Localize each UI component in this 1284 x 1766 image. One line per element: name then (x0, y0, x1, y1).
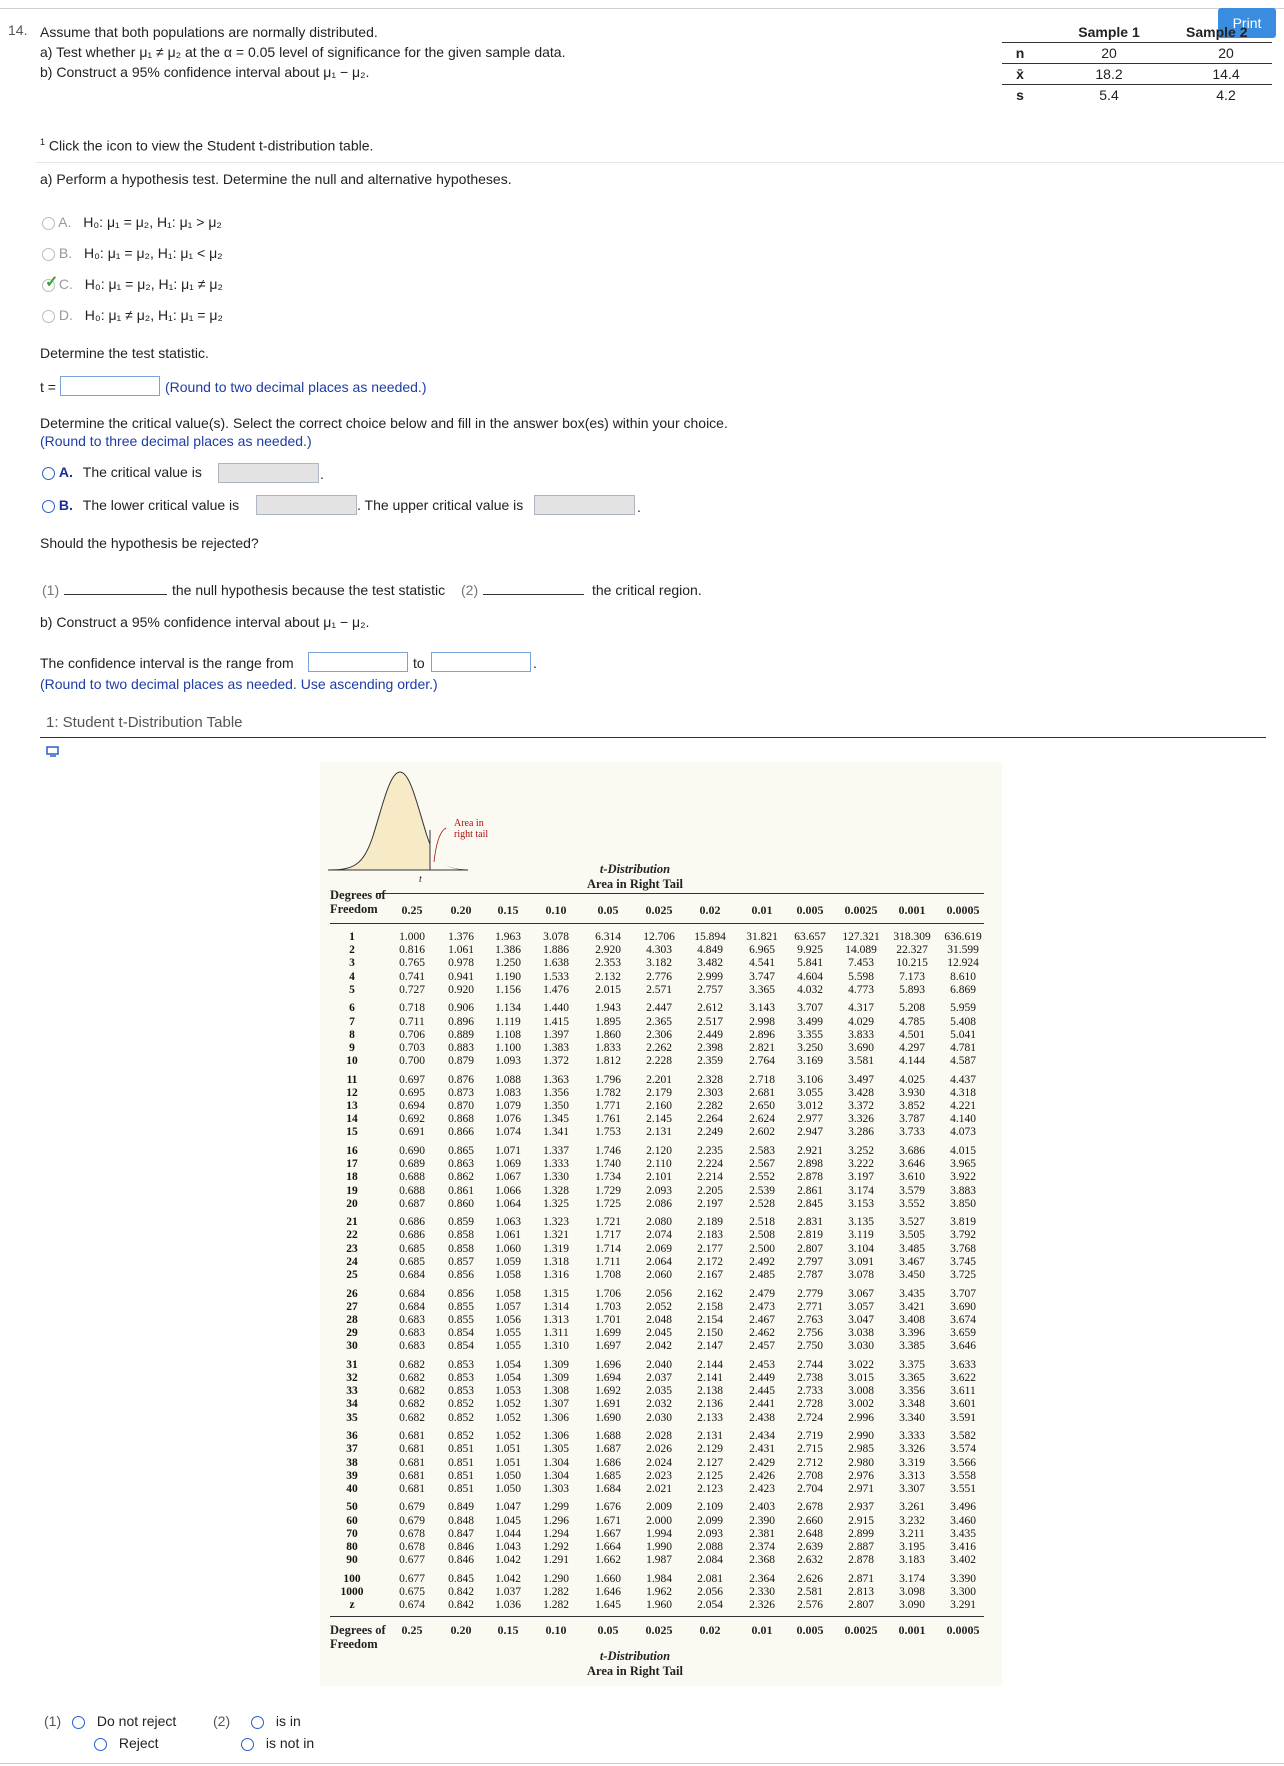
values-group-0-col-3: 3.078 1.886 1.638 1.533 1.476 (543, 931, 569, 996)
values-group-1-col-11: 5.959 5.408 5.041 4.781 4.587 (950, 1002, 976, 1068)
values-group-3-col-1: 0.865 0.863 0.862 0.861 0.860 (448, 1144, 474, 1210)
values-group-4-col-11: 3.819 3.792 3.768 3.745 3.725 (950, 1216, 976, 1281)
area-header-0.02: 0.02 (699, 903, 721, 917)
values-group-2-col-6: 2.328 2.303 2.282 2.264 2.249 (697, 1073, 723, 1139)
values-group-0-col-0: 1.000 0.816 0.765 0.741 0.727 (399, 931, 425, 996)
values-group-0-col-6: 15.894 4.849 3.482 2.999 2.757 (694, 931, 726, 996)
values-group-5-col-1: 0.856 0.855 0.855 0.854 0.854 (448, 1287, 474, 1353)
values-group-6-col-7: 2.453 2.449 2.445 2.441 2.438 (749, 1358, 775, 1424)
values-group-1-col-6: 2.612 2.517 2.449 2.398 2.359 (697, 1002, 723, 1068)
ttable-heading: 1: Student t-Distribution Table (46, 714, 243, 731)
values-group-1-col-7: 3.143 2.998 2.896 2.821 2.764 (749, 1002, 775, 1068)
values-group-8-col-6: 2.109 2.099 2.093 2.088 2.084 (697, 1501, 723, 1567)
df-group-9: 100 1000 z (340, 1572, 364, 1612)
upper-critical-input[interactable] (534, 495, 635, 515)
col-sample-2: Sample 2 (1186, 24, 1248, 40)
area-header-0.10: 0.10 (545, 1623, 567, 1637)
values-group-5-col-2: 1.058 1.057 1.056 1.055 1.055 (495, 1287, 521, 1353)
values-group-3-col-4: 1.746 1.740 1.734 1.729 1.725 (595, 1144, 621, 1210)
df-group-4: 21 22 23 24 25 (346, 1216, 358, 1281)
col-sample-1: Sample 1 (1078, 24, 1140, 40)
values-group-8-col-8: 2.678 2.660 2.648 2.639 2.632 (797, 1501, 823, 1567)
part-b-title: b) Construct a 95% confidence interval about μ₁ − μ₂. (40, 614, 370, 630)
values-group-1-col-5: 2.447 2.365 2.306 2.262 2.228 (646, 1002, 672, 1068)
reject-end-text: the critical region. (592, 582, 702, 598)
option-d[interactable]: D. H₀: μ₁ ≠ μ₂, H₁: μ₁ = μ₂ (42, 307, 223, 323)
values-group-0-col-1: 1.376 1.061 0.978 0.941 0.920 (448, 931, 474, 996)
values-group-4-col-9: 3.135 3.119 3.104 3.091 3.078 (848, 1216, 874, 1281)
values-group-2-col-0: 0.697 0.695 0.694 0.692 0.691 (399, 1073, 425, 1139)
values-group-9-col-11: 3.390 3.300 3.291 (950, 1572, 976, 1612)
df-group-8: 50 60 70 80 90 (346, 1501, 358, 1567)
values-group-9-col-9: 2.871 2.813 2.807 (848, 1572, 874, 1612)
values-group-2-col-2: 1.088 1.083 1.079 1.076 1.074 (495, 1073, 521, 1139)
area-header-0.001: 0.001 (898, 1623, 926, 1637)
print-button[interactable]: Print (1218, 8, 1276, 38)
df-header-top: Degrees of Freedom (330, 888, 386, 916)
values-group-8-col-2: 1.047 1.045 1.044 1.043 1.042 (495, 1501, 521, 1567)
t-distribution-table: Area in right tail t t-Distribution Area in Right Tail Degrees of Freedom 0.25 0.20 0.15 0.10 0.05 0.025 0.02 0.01 0.005 0.0025 0.001 0.0005 1 2 3 4 5 1.000 0.816 0.765 0.741 0.727 1.376 1.061 0.978 0.941 0.920 1.963 1.386 1.250 1.190 1.156 3.078 1.886 1.638 1.533 1.476 6.314 2.920 2.353 2.132 2.015 12.706 4.303 3.182 2.776 2.571 15.894 4.849 3.482 2.999 2.757 31.821 6.965 4.541 3.747 3.365 63.657 9.925 5.841 4.604 4.032 127.321 14.089 7.453 5.598 4.773 318.309 22.327 10.215 7.173 5.893 636.619 31.599 12.924 8.610 6.869 6 7 8 9 10 0.718 0.711 0.706 0.703 0.700 0.906 0.896 0.889 0.883 0.879 1.134 1.119 1.108 1.100 1.093 1.440 1.415 1.397 1.383 1.372 1.943 1.895 1.860 1.833 1.812 2.447 2.365 2.306 2.262 2.228 2.612 2.517 2.449 2.398 2.359 3.143 2.998 2.896 2.821 2.764 3.707 3.499 3.355 3.250 3.169 4.317 4.029 3.833 3.690 3.581 5.208 4.785 4.501 4.297 4.144 5.959 5.408 5.041 4.781 4.587 11 12 13 14 15 0.697 0.695 0.694 0.692 0.691 0.876 0.873 0.870 0.868 0.866 1.088 1.083 1.079 1.076 1.074 1.363 1.356 1.350 1.345 1.341 1.796 1.782 1.771 1.761 1.753 2.201 2.179 2.160 2.145 2.131 2.328 2.303 2.282 2.264 2.249 2.718 2.681 2.650 2.624 2.602 3.106 3.055 3.012 2.977 2.947 3.497 3.428 3.372 3.326 3.286 4.025 3.930 3.852 3.787 3.733 4.437 4.318 4.221 4.140 4.073 16 17 18 19 20 0.690 0.689 0.688 0.688 0.687 0.865 0.863 0.862 0.861 0.860 1.071 1.069 1.067 1.066 1.064 1.337 1.333 1.330 1.328 1.325 1.746 1.740 1.734 1.729 1.725 2.120 2.110 2.101 2.093 2.086 2.235 2.224 2.214 2.205 2.197 2.583 2.567 2.552 2.539 2.528 2.921 2.898 2.878 2.861 2.845 3.252 3.222 3.197 3.174 3.153 3.686 3.646 3.610 3.579 3.552 4.015 3.965 3.922 3.883 3.850 21 22 23 24 25 0.686 0.686 0.685 0.685 0.684 0.859 0.858 0.858 0.857 0.856 1.063 1.061 1.060 1.059 1.058 1.323 1.321 1.319 1.318 1.316 1.721 1.717 1.714 1.711 1.708 2.080 2.074 2.069 2.064 2.060 2.189 2.183 2.177 2.172 2.167 2.518 2.508 2.500 2.492 2.485 2.831 2.819 2.807 2.797 2.787 3.135 3.119 3.104 3.091 3.078 3.527 3.505 3.485 3.467 3.450 3.819 3.792 3.768 3.745 3.725 26 27 28 29 30 0.684 0.684 0.683 0.683 0.683 0.856 0.855 0.855 0.854 0.854 1.058 1.057 1.056 1.055 1.055 1.315 1.314 1.313 1.311 1.310 1.706 1.703 1.701 1.699 1.697 2.056 2.052 2.048 2.045 2.042 2.162 2.158 2.154 2.150 2.147 2.479 2.473 2.467 2.462 2.457 2.779 2.771 2.763 2.756 2.750 3.067 3.057 3.047 3.038 3.030 3.435 3.421 3.408 3.396 3.385 3.707 3.690 3.674 3.659 3.646 31 32 33 34 35 0.682 0.682 0.682 0.682 0.682 0.853 0.853 0.853 0.852 0.852 1.054 1.054 1.053 1.052 1.052 1.309 1.309 1.308 1.307 1.306 1.696 1.694 1.692 1.691 1.690 2.040 2.037 2.035 2.032 2.030 2.144 2.141 2.138 2.136 2.133 2.453 2.449 2.445 2.441 2.438 2.744 2.738 2.733 2.728 2.724 3.022 3.015 3.008 3.002 2.996 3.375 3.365 3.356 3.348 3.340 3.633 3.622 3.611 3.601 3.591 36 37 38 39 40 0.681 0.681 0.681 0.681 0.681 0.852 0.851 0.851 0.851 0.851 1.052 1.051 1.051 1.050 1.050 1.306 1.305 1.304 1.304 1.303 1.688 1.687 1.686 1.685 1.684 2.028 2.026 2.024 2.023 2.021 2.131 2.129 2.127 2.125 2.123 2.434 2.431 2.429 2.426 2.423 2.719 2.715 2.712 2.708 2.704 2.990 2.985 2.980 2.976 2.971 3.333 3.326 3.319 3.313 3.307 3.582 3.574 3.566 3.558 3.551 50 60 70 80 90 0.679 0.679 0.678 0.678 0.677 0.849 0.848 0.847 0.846 0.846 1.047 1.045 1.044 1.043 1.042 1.299 1.296 1.294 1.292 1.291 1.676 1.671 1.667 1.664 1.662 2.009 2.000 1.994 1.990 1.987 2.109 2.099 2.093 2.088 2.084 2.403 2.390 2.381 2.374 2.368 2.678 2.660 2.648 2.639 2.632 2.937 2.915 2.899 2.887 2.878 3.261 3.232 3.211 3.195 3.183 3.496 3.460 3.435 3.416 3.402 100 1000 z 0.677 0.675 0.674 0.845 0.842 0.842 1.042 1.037 1.036 1.290 1.282 1.282 1.660 1.646 1.645 1.984 1.962 1.960 2.081 2.056 2.054 2.364 2.330 2.326 2.626 2.581 2.576 2.871 2.813 2.807 3.174 3.098 3.090 3.390 3.300 3.291 Degrees of Freedom 0.25 0.20 0.15 0.10 0.05 0.025 0.02 0.01 0.005 0.0025 0.001 0.0005 t-Distribution Area in Right Tail (320, 762, 1002, 1686)
top-divider (0, 8, 1284, 9)
radio-c-selected[interactable] (42, 273, 59, 292)
values-group-3-col-10: 3.686 3.646 3.610 3.579 3.552 (899, 1144, 925, 1210)
footnote[interactable]: $^1$ Click the icon to view the Student t-distribution table. (40, 137, 374, 154)
values-group-6-col-2: 1.054 1.054 1.053 1.052 1.052 (495, 1358, 521, 1424)
values-group-0-col-10: 318.309 22.327 10.215 7.173 5.893 (893, 931, 931, 996)
values-group-0-col-11: 636.619 31.599 12.924 8.610 6.869 (944, 931, 982, 996)
critical-hint: (Round to three decimal places as needed.) (40, 433, 312, 449)
values-group-4-col-1: 0.859 0.858 0.858 0.857 0.856 (448, 1216, 474, 1281)
area-header-0.01: 0.01 (751, 1623, 773, 1637)
area-header-0.025: 0.025 (645, 903, 673, 917)
area-header-0.025: 0.025 (645, 1623, 673, 1637)
values-group-0-col-8: 63.657 9.925 5.841 4.604 4.032 (794, 931, 826, 996)
values-group-7-col-4: 1.688 1.687 1.686 1.685 1.684 (595, 1430, 621, 1495)
values-group-9-col-7: 2.364 2.330 2.326 (749, 1572, 775, 1612)
values-group-4-col-2: 1.063 1.061 1.060 1.059 1.058 (495, 1216, 521, 1281)
values-group-5-col-0: 0.684 0.684 0.683 0.683 0.683 (399, 1287, 425, 1353)
values-group-7-col-9: 2.990 2.985 2.980 2.976 2.971 (848, 1430, 874, 1495)
area-header-0.0025: 0.0025 (844, 1623, 878, 1637)
df-header-bottom: Degrees of Freedom (330, 1623, 386, 1651)
values-group-4-col-10: 3.527 3.505 3.485 3.467 3.450 (899, 1216, 925, 1281)
values-group-9-col-4: 1.660 1.646 1.645 (595, 1572, 621, 1612)
values-group-6-col-0: 0.682 0.682 0.682 0.682 0.682 (399, 1358, 425, 1424)
values-group-5-col-9: 3.067 3.057 3.047 3.038 3.030 (848, 1287, 874, 1353)
values-group-6-col-11: 3.633 3.622 3.611 3.601 3.591 (950, 1358, 976, 1424)
question-text (40, 22, 565, 82)
values-group-5-col-10: 3.435 3.421 3.408 3.396 3.385 (899, 1287, 925, 1353)
values-group-7-col-3: 1.306 1.305 1.304 1.304 1.303 (543, 1430, 569, 1495)
critical-value-input[interactable] (218, 463, 319, 483)
values-group-1-col-9: 4.317 4.029 3.833 3.690 3.581 (848, 1002, 874, 1068)
values-group-8-col-11: 3.496 3.460 3.435 3.416 3.402 (950, 1501, 976, 1567)
area-header-0.0025: 0.0025 (844, 903, 878, 917)
values-group-1-col-4: 1.943 1.895 1.860 1.833 1.812 (595, 1002, 621, 1068)
values-group-7-col-1: 0.852 0.851 0.851 0.851 0.851 (448, 1430, 474, 1495)
values-group-1-col-8: 3.707 3.499 3.355 3.250 3.169 (797, 1002, 823, 1068)
radio-d[interactable] (42, 310, 55, 323)
values-group-9-col-0: 0.677 0.675 0.674 (399, 1572, 425, 1612)
table-row: s 5.4 4.2 (1002, 85, 1272, 106)
area-header-0.20: 0.20 (450, 903, 472, 917)
opt-reject[interactable]: Reject (94, 1735, 159, 1751)
values-group-7-col-0: 0.681 0.681 0.681 0.681 0.681 (399, 1430, 425, 1495)
minimize-icon[interactable] (46, 745, 60, 761)
values-group-9-col-10: 3.174 3.098 3.090 (899, 1572, 925, 1612)
dropdown-blank-2[interactable] (483, 594, 584, 595)
values-group-8-col-5: 2.009 2.000 1.994 1.990 1.987 (646, 1501, 672, 1567)
area-header-0.05: 0.05 (597, 1623, 619, 1637)
df-group-5: 26 27 28 29 30 (346, 1287, 358, 1353)
area-header-0.25: 0.25 (401, 1623, 423, 1637)
values-group-2-col-10: 4.025 3.930 3.852 3.787 3.733 (899, 1073, 925, 1139)
dropdown-blank-1[interactable] (64, 594, 167, 595)
values-group-7-col-8: 2.719 2.715 2.712 2.708 2.704 (797, 1430, 823, 1495)
values-group-6-col-9: 3.022 3.015 3.008 3.002 2.996 (848, 1358, 874, 1424)
values-group-9-col-3: 1.290 1.282 1.282 (543, 1572, 569, 1612)
values-group-4-col-3: 1.323 1.321 1.319 1.318 1.316 (543, 1216, 569, 1281)
values-group-7-col-6: 2.131 2.129 2.127 2.125 2.123 (697, 1430, 723, 1495)
ttable-title-bottom: t-Distribution Area in Right Tail (587, 1649, 683, 1678)
values-group-6-col-4: 1.696 1.694 1.692 1.691 1.690 (595, 1358, 621, 1424)
values-group-4-col-4: 1.721 1.717 1.714 1.711 1.708 (595, 1216, 621, 1281)
ci-hint: (Round to two decimal places as needed. Use ascending order.) (40, 676, 438, 692)
df-group-7: 36 37 38 39 40 (346, 1430, 358, 1495)
values-group-5-col-3: 1.315 1.314 1.313 1.311 1.310 (543, 1287, 569, 1353)
lower-critical-input[interactable] (256, 495, 357, 515)
values-group-6-col-3: 1.309 1.309 1.308 1.307 1.306 (543, 1358, 569, 1424)
part-a-title: a) Perform a hypothesis test. Determine the null and alternative hypotheses. (40, 171, 512, 187)
question-line-3: b) Construct a 95% confidence interval about μ₁ − μ₂. (40, 64, 370, 80)
values-group-3-col-9: 3.252 3.222 3.197 3.174 3.153 (848, 1144, 874, 1210)
area-header-0.0005: 0.0005 (946, 903, 980, 917)
values-group-9-col-5: 1.984 1.962 1.960 (646, 1572, 672, 1612)
critical-prompt: Determine the critical value(s). Select the correct choice below and fill in the answer box(es) within your choice. (40, 415, 728, 431)
test-stat-prompt: Determine the test statistic. (40, 345, 209, 361)
values-group-1-col-3: 1.440 1.415 1.397 1.383 1.372 (543, 1002, 569, 1068)
area-header-0.15: 0.15 (497, 903, 519, 917)
values-group-2-col-7: 2.718 2.681 2.650 2.624 2.602 (749, 1073, 775, 1139)
radio-b[interactable] (42, 248, 55, 261)
t-stat-input[interactable] (60, 376, 160, 396)
values-group-8-col-0: 0.679 0.679 0.678 0.678 0.677 (399, 1501, 425, 1567)
values-group-2-col-8: 3.106 3.055 3.012 2.977 2.947 (797, 1073, 823, 1139)
values-group-0-col-4: 6.314 2.920 2.353 2.132 2.015 (595, 931, 621, 996)
values-group-5-col-7: 2.479 2.473 2.467 2.462 2.457 (749, 1287, 775, 1353)
df-group-2: 11 12 13 14 15 (346, 1073, 358, 1139)
area-header-0.25: 0.25 (401, 903, 423, 917)
area-header-0.01: 0.01 (751, 903, 773, 917)
ci-text: The confidence interval is the range from (40, 655, 294, 671)
values-group-3-col-2: 1.071 1.069 1.067 1.066 1.064 (495, 1144, 521, 1210)
area-header-0.20: 0.20 (450, 1623, 472, 1637)
values-group-5-col-6: 2.162 2.158 2.154 2.150 2.147 (697, 1287, 723, 1353)
values-group-6-col-8: 2.744 2.738 2.733 2.728 2.724 (797, 1358, 823, 1424)
values-group-7-col-10: 3.333 3.326 3.319 3.313 3.307 (899, 1430, 925, 1495)
values-group-6-col-10: 3.375 3.365 3.356 3.348 3.340 (899, 1358, 925, 1424)
values-group-5-col-5: 2.056 2.052 2.048 2.045 2.042 (646, 1287, 672, 1353)
values-group-5-col-4: 1.706 1.703 1.701 1.699 1.697 (595, 1287, 621, 1353)
values-group-1-col-2: 1.134 1.119 1.108 1.100 1.093 (495, 1002, 521, 1068)
values-group-0-col-2: 1.963 1.386 1.250 1.190 1.156 (495, 931, 521, 996)
values-group-8-col-10: 3.261 3.232 3.211 3.195 3.183 (899, 1501, 925, 1567)
values-group-2-col-1: 0.876 0.873 0.870 0.868 0.866 (448, 1073, 474, 1139)
values-group-8-col-3: 1.299 1.296 1.294 1.292 1.291 (543, 1501, 569, 1567)
values-group-0-col-9: 127.321 14.089 7.453 5.598 4.773 (842, 931, 880, 996)
values-group-8-col-9: 2.937 2.915 2.899 2.887 2.878 (848, 1501, 874, 1567)
values-group-4-col-0: 0.686 0.686 0.685 0.685 0.684 (399, 1216, 425, 1281)
question-line-2: a) Test whether μ₁ ≠ μ₂ at the α = 0.05 level of significance for the given sample data. (40, 44, 566, 60)
area-header-0.05: 0.05 (597, 903, 619, 917)
values-group-9-col-1: 0.845 0.842 0.842 (448, 1572, 474, 1612)
values-group-8-col-4: 1.676 1.671 1.667 1.664 1.662 (595, 1501, 621, 1567)
section-divider (36, 162, 1284, 163)
df-group-1: 6 7 8 9 10 (346, 1002, 358, 1068)
values-group-1-col-0: 0.718 0.711 0.706 0.703 0.700 (399, 1002, 425, 1068)
values-group-8-col-7: 2.403 2.390 2.381 2.374 2.368 (749, 1501, 775, 1567)
opt-is-in[interactable]: is in (251, 1713, 301, 1729)
df-group-6: 31 32 33 34 35 (346, 1358, 358, 1424)
area-header-0.0005: 0.0005 (946, 1623, 980, 1637)
values-group-1-col-1: 0.906 0.896 0.889 0.883 0.879 (448, 1002, 474, 1068)
radio-a[interactable] (42, 217, 55, 230)
values-group-7-col-5: 2.028 2.026 2.024 2.023 2.021 (646, 1430, 672, 1495)
values-group-3-col-8: 2.921 2.898 2.878 2.861 2.845 (797, 1144, 823, 1210)
values-group-3-col-5: 2.120 2.110 2.101 2.093 2.086 (646, 1144, 672, 1210)
crit-option-a[interactable]: A. The critical value is (42, 464, 202, 480)
radio-crit-a[interactable] (42, 467, 55, 480)
values-group-6-col-1: 0.853 0.853 0.853 0.852 0.852 (448, 1358, 474, 1424)
sample-data-table (1002, 22, 1272, 105)
checkmark-icon: ✓ (45, 273, 59, 291)
ci-upper-input[interactable] (431, 652, 531, 672)
values-group-3-col-6: 2.235 2.224 2.214 2.205 2.197 (697, 1144, 723, 1210)
tail-curve-icon (328, 766, 468, 886)
values-group-0-col-5: 12.706 4.303 3.182 2.776 2.571 (643, 931, 675, 996)
values-group-2-col-9: 3.497 3.428 3.372 3.326 3.286 (848, 1073, 874, 1139)
values-group-9-col-8: 2.626 2.581 2.576 (797, 1572, 823, 1612)
area-header-0.02: 0.02 (699, 1623, 721, 1637)
values-group-2-col-5: 2.201 2.179 2.160 2.145 2.131 (646, 1073, 672, 1139)
table-row: x̄ 18.2 14.4 (1002, 64, 1272, 85)
values-group-4-col-6: 2.189 2.183 2.177 2.172 2.167 (697, 1216, 723, 1281)
values-group-4-col-7: 2.518 2.508 2.500 2.492 2.485 (749, 1216, 775, 1281)
values-group-6-col-5: 2.040 2.037 2.035 2.032 2.030 (646, 1358, 672, 1424)
values-group-7-col-2: 1.052 1.051 1.051 1.050 1.050 (495, 1430, 521, 1495)
t-label: t = (40, 379, 56, 395)
opt-is-not-in[interactable]: is not in (241, 1735, 314, 1751)
values-group-7-col-11: 3.582 3.574 3.566 3.558 3.551 (950, 1430, 976, 1495)
option-a[interactable]: A. H₀: μ₁ = μ₂, H₁: μ₁ > μ₂ (42, 214, 222, 230)
df-group-3: 16 17 18 19 20 (346, 1144, 358, 1210)
values-group-3-col-7: 2.583 2.567 2.552 2.539 2.528 (749, 1144, 775, 1210)
reject-prompt: Should the hypothesis be rejected? (40, 535, 259, 551)
ttable-title-top: t-Distribution Area in Right Tail (587, 862, 683, 891)
area-header-0.001: 0.001 (898, 903, 926, 917)
option-b[interactable]: B. H₀: μ₁ = μ₂, H₁: μ₁ < μ₂ (42, 245, 223, 261)
question-line-1: Assume that both populations are normally distributed. (40, 24, 378, 40)
values-group-7-col-7: 2.434 2.431 2.429 2.426 2.423 (749, 1430, 775, 1495)
area-header-0.005: 0.005 (796, 903, 824, 917)
opt-do-not-reject[interactable]: Do not reject (72, 1713, 176, 1729)
area-header-0.005: 0.005 (796, 1623, 824, 1637)
values-group-3-col-3: 1.337 1.333 1.330 1.328 1.325 (543, 1144, 569, 1210)
area-right-tail-label: Area in right tail (454, 818, 489, 840)
t-hint: (Round to two decimal places as needed.) (165, 379, 427, 395)
area-header-0.10: 0.10 (545, 903, 567, 917)
reject-mid-text: the null hypothesis because the test statistic (172, 582, 446, 598)
values-group-6-col-6: 2.144 2.141 2.138 2.136 2.133 (697, 1358, 723, 1424)
sample-table-header (1002, 22, 1272, 43)
values-group-5-col-11: 3.707 3.690 3.674 3.659 3.646 (950, 1287, 976, 1353)
values-group-9-col-6: 2.081 2.056 2.054 (697, 1572, 723, 1612)
values-group-3-col-11: 4.015 3.965 3.922 3.883 3.850 (950, 1144, 976, 1210)
ci-lower-input[interactable] (308, 652, 408, 672)
radio-crit-b[interactable] (42, 500, 55, 513)
values-group-2-col-11: 4.437 4.318 4.221 4.140 4.073 (950, 1073, 976, 1139)
area-header-0.15: 0.15 (497, 1623, 519, 1637)
values-group-8-col-1: 0.849 0.848 0.847 0.846 0.846 (448, 1501, 474, 1567)
values-group-0-col-7: 31.821 6.965 4.541 3.747 3.365 (746, 931, 778, 996)
df-group-0: 1 2 3 4 5 (349, 931, 355, 996)
values-group-3-col-0: 0.690 0.689 0.688 0.688 0.687 (399, 1144, 425, 1210)
values-group-4-col-5: 2.080 2.074 2.069 2.064 2.060 (646, 1216, 672, 1281)
values-group-5-col-8: 2.779 2.771 2.763 2.756 2.750 (797, 1287, 823, 1353)
values-group-9-col-2: 1.042 1.037 1.036 (495, 1572, 521, 1612)
question-number: 14. (8, 22, 28, 38)
option-c[interactable]: ✓ C. H₀: μ₁ = μ₂, H₁: μ₁ ≠ μ₂ (42, 276, 223, 292)
ttable-divider (40, 737, 1266, 738)
values-group-1-col-10: 5.208 4.785 4.501 4.297 4.144 (899, 1002, 925, 1068)
values-group-2-col-3: 1.363 1.356 1.350 1.345 1.341 (543, 1073, 569, 1139)
values-group-4-col-8: 2.831 2.819 2.807 2.797 2.787 (797, 1216, 823, 1281)
table-row: n 20 20 (1002, 43, 1272, 64)
values-group-2-col-4: 1.796 1.782 1.771 1.761 1.753 (595, 1073, 621, 1139)
crit-option-b[interactable]: B. The lower critical value is (42, 497, 239, 513)
